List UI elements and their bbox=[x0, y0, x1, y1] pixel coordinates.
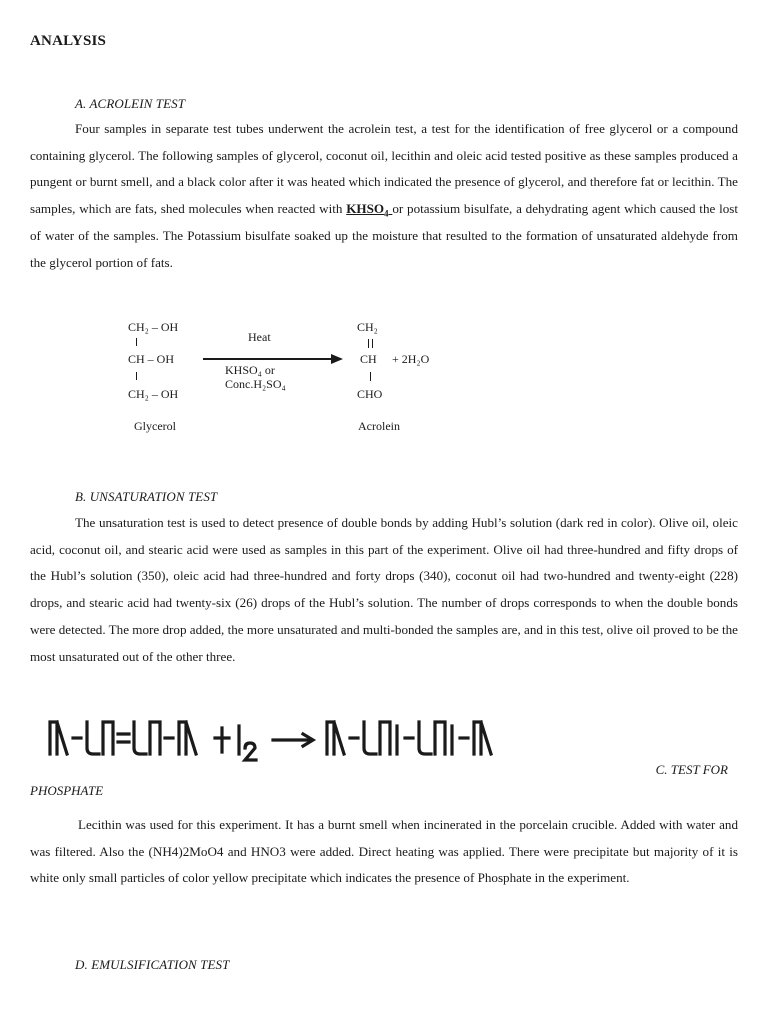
single-bond bbox=[136, 372, 137, 380]
reagent-line-1: KHSO₄ or bbox=[225, 363, 275, 377]
glycerol-label: Glycerol bbox=[134, 419, 176, 433]
acrolein-cho: CHO bbox=[357, 387, 383, 401]
khso4-formula: $KHSO_4$ bbox=[346, 201, 389, 219]
section-b-title: B. UNSATURATION TEST bbox=[75, 489, 218, 504]
acrolein-label: Acrolein bbox=[358, 419, 400, 433]
section-a-paragraph bbox=[30, 116, 738, 276]
glycerol-ch2oh-top: CH₂ – OH bbox=[128, 320, 179, 334]
single-bond bbox=[370, 372, 371, 381]
glycerol-choh: CH – OH bbox=[128, 352, 175, 366]
section-d-title: D. EMULSIFICATION TEST bbox=[75, 957, 230, 972]
iodine-addition-equation-image bbox=[45, 712, 585, 762]
section-c-text: Lecithin was used for this experiment. It has a burnt smell when incinerated in the porcelain crucible. Added with water and was filtered. Also the (NH4)2MoO4 and HNO3 were added. Direct heating was applied. There were precipitate but majority of it is white only small particles of color yellow precipitate which indicates the presence of Phosphate in the experiment. bbox=[30, 817, 738, 886]
single-bond bbox=[136, 338, 137, 346]
double-bond bbox=[368, 339, 373, 348]
section-a-text-1: Four samples in separate test tubes underwent the acrolein test, a test for the identification of free glycerol or a compound containing glycerol. The following samples of glycerol, coconut oil, lecithin and oleic acid tested positive as these samples produced a pungent or burnt smell, and a black color after it was heated which indicated the presence of glycerol, and therefore fat or lecithin. The samples, which are fats, shed molecules when reacted with bbox=[30, 121, 738, 217]
section-c-title-part-1: C. TEST FOR bbox=[655, 762, 728, 777]
section-b-text: The unsaturation test is used to detect presence of double bonds by adding Hubl’s solution (dark red in color). Olive oil, oleic acid, coconut oil, and stearic acid were used as samples in this part of the experiment. Olive oil had three-hundred and fifty drops of the Hubl’s solution (350), oleic acid had three-hundred and forty drops (340), coconut oil had two-hundred and twenty-eight (228) drops, and stearic acid had twenty-six (26) drops of the Hubl’s solution. The number of drops corresponds to when the double bonds were detected. The more drop added, the more unsaturated and multi-bonded the samples are, and in this test, olive oil proved to be the most unsaturated out of the other three. bbox=[30, 515, 738, 664]
section-a-text-2: or potassium bisulfate, a dehydrating agent which caused the lost of water of the samples. The Potassium bisulfate soaked up the moisture that resulted to the formation of unsaturated aldehyde from the glycerol portion of fats. bbox=[30, 201, 739, 270]
acrolein-reaction-diagram bbox=[120, 318, 460, 440]
water-product: + 2H₂O bbox=[392, 352, 430, 366]
heat-label: Heat bbox=[248, 330, 271, 344]
page-heading: ANALYSIS bbox=[30, 33, 107, 49]
section-c-title-part-2: PHOSPHATE bbox=[30, 783, 104, 798]
glycerol-ch2oh-bottom: CH₂ – OH bbox=[128, 387, 179, 401]
section-b-paragraph bbox=[30, 510, 738, 670]
reagent-line-2: Conc.H₂SO₄ bbox=[225, 377, 286, 391]
acrolein-ch2: CH₂ bbox=[357, 320, 378, 334]
section-c-paragraph bbox=[30, 812, 738, 892]
section-a-title: A. ACROLEIN TEST bbox=[75, 96, 186, 111]
acrolein-ch: CH bbox=[360, 352, 377, 366]
reaction-arrow-head bbox=[331, 354, 343, 364]
reaction-arrow bbox=[203, 358, 333, 360]
